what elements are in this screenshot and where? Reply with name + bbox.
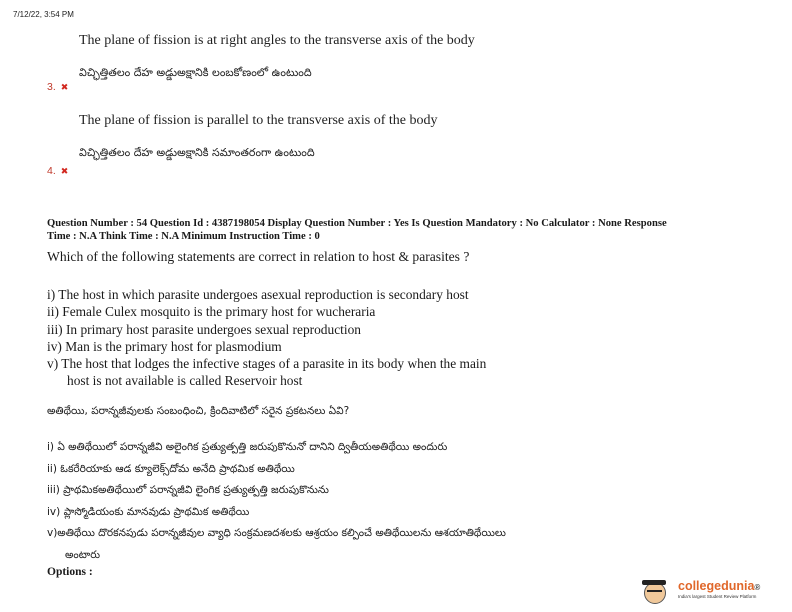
option-number: 3.	[47, 81, 56, 93]
statement-item: iii) ప్రాథమికఅతిథేయిలో పరాన్నజీవి లైంగిక ప్రత్యుత్పత్తి జరుపుకొనును	[47, 484, 329, 496]
option-number: 4.	[47, 165, 56, 177]
option-2-telugu: విచ్ఛిత్తితలం దేహ అడ్డుఅక్షానికి లంబకోణంలో ఉంటుంది	[79, 66, 312, 79]
options-label: Options :	[47, 566, 93, 578]
statement-item: iv) ప్లాస్మోడియంకు మానవుడు ప్రాథమిక అతిథేయి	[47, 505, 250, 518]
question-meta	[47, 218, 767, 243]
statement-item: ii) Female Culex mosquito is the primary host for wucheraria	[47, 304, 376, 320]
brand-tagline: India's largest Student Review Platform	[678, 594, 757, 599]
option-3-telugu: విచ్ఛిత్తితలం దేహ అడ్డుఅక్షానికి సమాంతరంగా ఉంటుంది	[79, 146, 315, 159]
brand-suffix: ®	[754, 583, 761, 592]
brand-text: collegedunia	[678, 579, 755, 593]
option-2-english: The plane of fission is at right angles to the transverse axis of the body	[79, 33, 475, 48]
statement-list-telugu	[47, 437, 506, 566]
option-3-english: The plane of fission is parallel to the transverse axis of the body	[79, 113, 438, 128]
graduation-cap-icon	[642, 580, 666, 585]
print-timestamp: 7/12/22, 3:54 PM	[13, 10, 74, 19]
statement-item: i) ఏ అతిథేయిలో పరాన్నజీవి అలైంగిక ప్రత్యుత్పత్తి జరుపుకొనునో దానిని ద్వితీయఅతిథేయి అందురు	[47, 441, 448, 453]
statement-item: host is not available is called Reservoir host	[67, 373, 303, 389]
statement-item: v) The host that lodges the infective stages of a parasite in its body when the main	[47, 356, 487, 372]
question-text-telugu: అతిథేయి, పరాన్నజీవులకు సంబంధించి, క్రిందివాటిలో సరైన ప్రకటనలు ఏవి?	[47, 405, 350, 417]
option-4-marker	[47, 165, 68, 177]
question-meta-line-2: Time : N.A Think Time : N.A Minimum Instruction Time : 0	[47, 230, 320, 242]
brand-name	[678, 579, 760, 593]
question-text-english: Which of the following statements are correct in relation to host & parasites ?	[47, 249, 470, 264]
wrong-mark-icon: ✖	[60, 82, 69, 92]
option-3-marker	[47, 81, 68, 93]
statement-item: iii) In primary host parasite undergoes sexual reproduction	[47, 321, 361, 337]
wrong-mark-icon: ✖	[60, 166, 69, 176]
statement-item: v)అతిథేయి దొరకనపుడు పరాన్నజీవుల వ్యాధి సంక్రమణదశలకు ఆశ్రయం కల్పించే అతిథేయిలను ఆశయాతిథేయిలు	[47, 527, 506, 539]
statement-item: i) The host in which parasite undergoes asexual reproduction is secondary host	[47, 287, 469, 302]
glasses-icon	[647, 590, 662, 596]
question-meta-line-1: Question Number : 54 Question Id : 4387198054 Display Question Number : Yes Is Question Mandatory : No Calculator : None Response	[47, 218, 667, 229]
statement-list-english	[47, 286, 486, 390]
statement-item: ii) ఓకరేరియాకు ఆడ క్యూలెక్స్‌దోమ అనేది ప్రాథమిక అతిథేయి	[47, 462, 295, 475]
statement-item: అంటారు	[65, 548, 101, 561]
statement-item: iv) Man is the primary host for plasmodium	[47, 338, 282, 354]
